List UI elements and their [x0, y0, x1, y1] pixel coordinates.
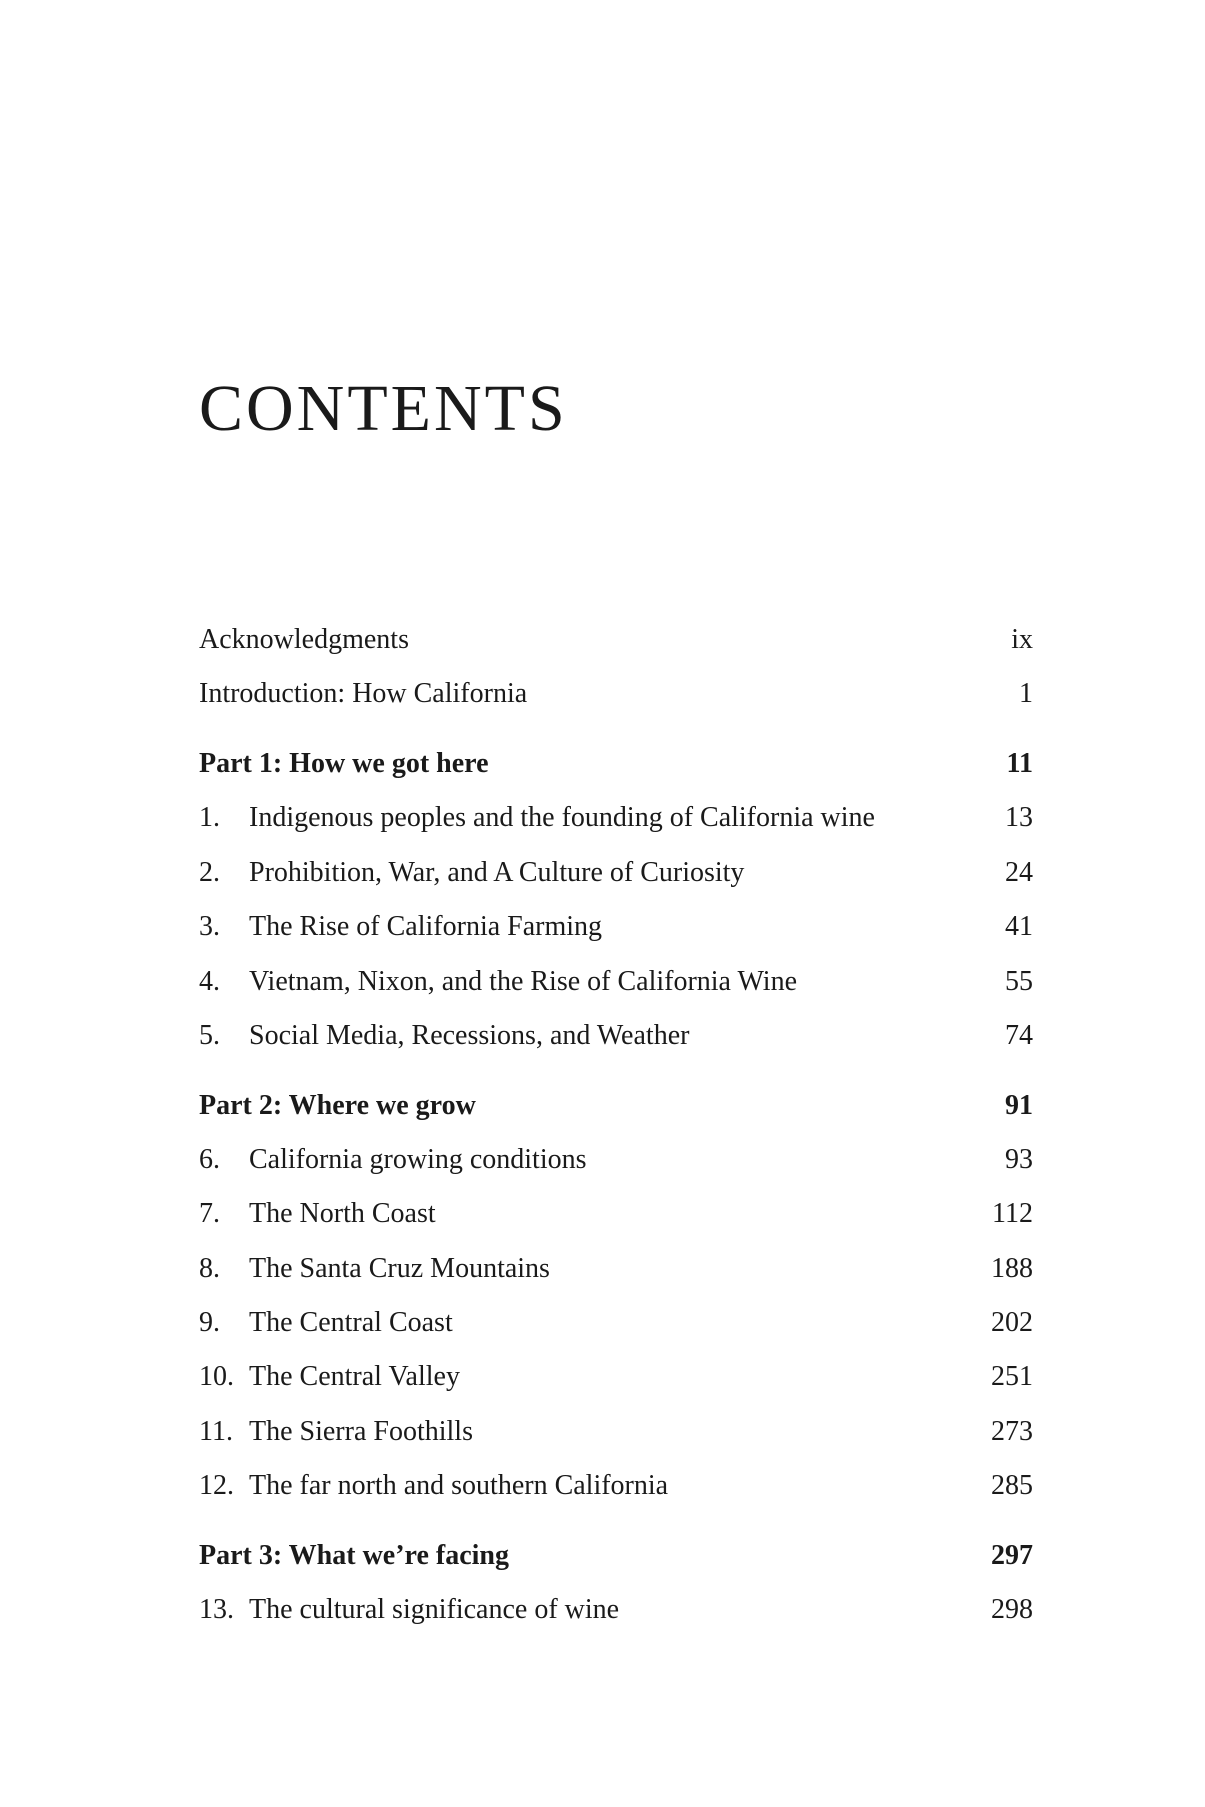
chapter-page: 251 — [991, 1361, 1033, 1392]
chapter-number: 2. — [199, 857, 220, 888]
chapter-page: 41 — [1005, 911, 1033, 942]
chapter-number: 1. — [199, 802, 220, 833]
toc-chapter-2[interactable] — [199, 853, 1033, 893]
toc-part-page: 11 — [1006, 748, 1033, 779]
chapter-number: 8. — [199, 1253, 220, 1284]
toc-part-page: 297 — [991, 1540, 1033, 1571]
toc-part-title: Part 1: How we got here — [199, 748, 489, 779]
chapter-number: 12. — [199, 1470, 234, 1501]
toc-chapter-9[interactable] — [199, 1303, 1033, 1343]
chapter-number: 13. — [199, 1594, 234, 1625]
toc-part-1[interactable] — [199, 744, 1033, 784]
toc-chapter-8[interactable] — [199, 1249, 1033, 1289]
chapter-number: 5. — [199, 1020, 220, 1051]
toc-chapter-12[interactable] — [199, 1466, 1033, 1506]
toc-part-2[interactable] — [199, 1086, 1033, 1126]
chapter-number: 4. — [199, 966, 220, 997]
chapter-title: The far north and southern California — [249, 1470, 669, 1501]
chapter-title: The Rise of California Farming — [249, 911, 603, 942]
toc-chapter-1[interactable] — [199, 798, 1033, 838]
chapter-number: 7. — [199, 1198, 220, 1229]
chapter-title: The Central Coast — [249, 1307, 453, 1338]
toc-entry-introduction[interactable] — [199, 674, 1033, 714]
chapter-page: 202 — [991, 1307, 1033, 1338]
toc-chapter-5[interactable] — [199, 1016, 1033, 1056]
toc-chapter-4[interactable] — [199, 962, 1033, 1002]
chapter-page: 298 — [991, 1594, 1033, 1625]
chapter-page: 13 — [1005, 802, 1033, 833]
toc-part-title: Part 2: Where we grow — [199, 1090, 476, 1121]
toc-entry-title: Acknowledgments — [199, 624, 409, 655]
chapter-number: 11. — [199, 1416, 233, 1447]
chapter-page: 112 — [992, 1198, 1033, 1229]
chapter-page: 188 — [991, 1253, 1033, 1284]
chapter-title: The Santa Cruz Mountains — [249, 1253, 550, 1284]
toc-entry-page: ix — [1011, 624, 1033, 655]
chapter-title: Vietnam, Nixon, and the Rise of California Wine — [249, 966, 797, 997]
toc-entry-title: Introduction: How California — [199, 678, 528, 709]
toc-part-page: 91 — [1005, 1090, 1033, 1121]
toc-part-3[interactable] — [199, 1536, 1033, 1576]
chapter-page: 55 — [1005, 966, 1033, 997]
chapter-title: Social Media, Recessions, and Weather — [249, 1020, 690, 1051]
toc-entry-page: 1 — [1019, 678, 1033, 709]
toc-chapter-6[interactable] — [199, 1140, 1033, 1180]
toc-chapter-10[interactable] — [199, 1357, 1033, 1397]
chapter-number: 9. — [199, 1307, 220, 1338]
toc-entry-acknowledgments[interactable] — [199, 620, 1033, 660]
toc-chapter-7[interactable] — [199, 1194, 1033, 1234]
chapter-page: 74 — [1005, 1020, 1033, 1051]
chapter-page: 285 — [991, 1470, 1033, 1501]
chapter-title: The Central Valley — [249, 1361, 460, 1392]
chapter-page: 24 — [1005, 857, 1033, 888]
chapter-number: 3. — [199, 911, 220, 942]
chapter-title: Prohibition, War, and A Culture of Curiosity — [249, 857, 745, 888]
chapter-title: The Sierra Foothills — [249, 1416, 473, 1447]
chapter-title: California growing conditions — [249, 1144, 587, 1175]
toc-part-title: Part 3: What we’re facing — [199, 1540, 509, 1571]
page-title: CONTENTS — [199, 372, 568, 445]
toc-chapter-3[interactable] — [199, 907, 1033, 947]
chapter-page: 93 — [1005, 1144, 1033, 1175]
chapter-number: 10. — [199, 1361, 234, 1392]
chapter-title: The cultural significance of wine — [249, 1594, 620, 1625]
chapter-number: 6. — [199, 1144, 220, 1175]
chapter-title: The North Coast — [249, 1198, 436, 1229]
chapter-title: Indigenous peoples and the founding of California wine — [249, 802, 875, 833]
toc-chapter-13[interactable] — [199, 1590, 1033, 1630]
chapter-page: 273 — [991, 1416, 1033, 1447]
toc-chapter-11[interactable] — [199, 1412, 1033, 1452]
